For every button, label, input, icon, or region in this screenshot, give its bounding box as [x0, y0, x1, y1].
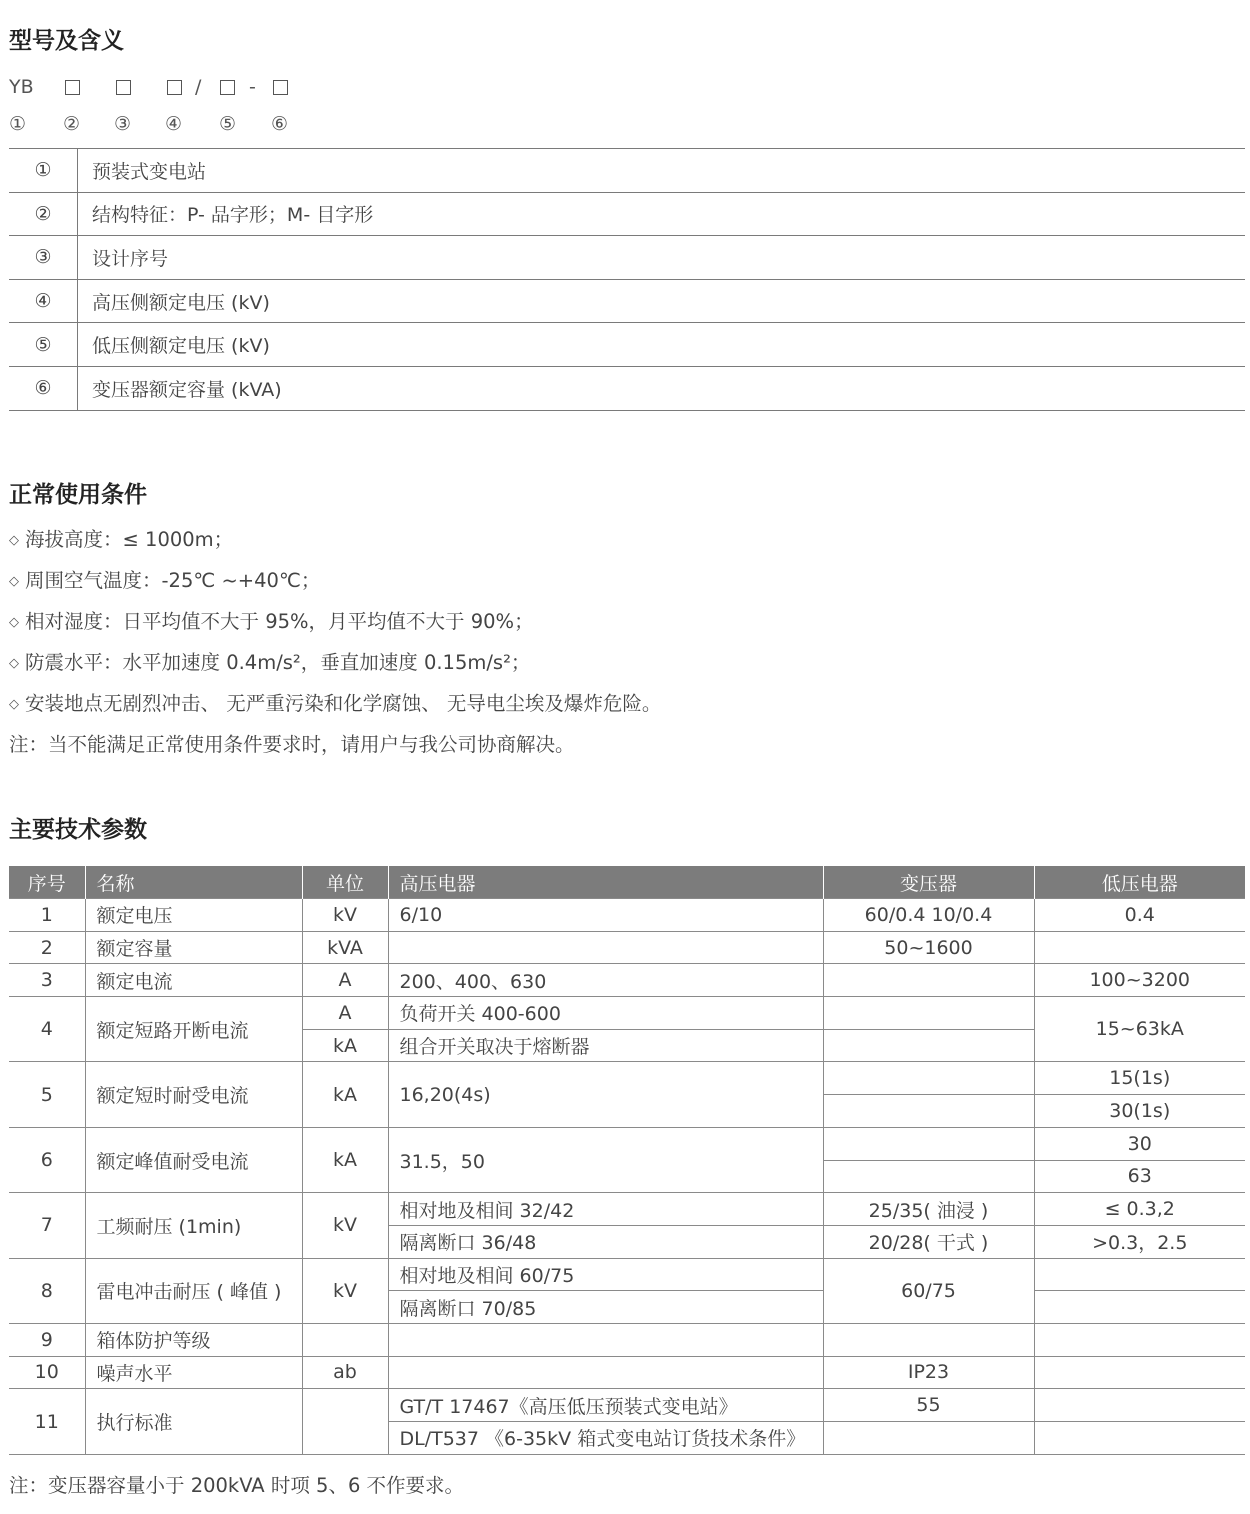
cell-hv: 隔离断口 70/85 — [388, 1291, 823, 1324]
cell-name: 额定短路开断电流 — [85, 997, 302, 1062]
cell-hv — [388, 1323, 823, 1356]
model-prefix: YB — [9, 76, 34, 98]
row-meaning: 设计序号 — [78, 236, 1246, 280]
row-meaning: 变压器额定容量 (kVA) — [78, 366, 1246, 410]
row-number: ④ — [9, 279, 78, 323]
cell-no: 7 — [9, 1193, 85, 1258]
cell-transformer: 25/35( 油浸 ) — [823, 1193, 1034, 1226]
condition-text: 海拔高度：≤ 1000m； — [25, 528, 234, 551]
placeholder-box-5 — [273, 80, 288, 95]
condition-text: 周围空气温度：-25℃ ~+40℃； — [25, 569, 321, 592]
cell-name: 噪声水平 — [85, 1356, 302, 1389]
cell-transformer — [823, 1323, 1034, 1356]
cell-lv — [1034, 931, 1245, 964]
table-row — [9, 1323, 1245, 1356]
header-no: 序号 — [9, 866, 85, 899]
cell-lv — [1034, 1258, 1245, 1291]
row-number: ⑥ — [9, 366, 78, 410]
header-name: 名称 — [85, 866, 302, 899]
condition-text: 防震水平：水平加速度 0.4m/s²，垂直加速度 0.15m/s²； — [25, 651, 531, 674]
cell-no: 5 — [9, 1062, 85, 1127]
cell-no: 4 — [9, 997, 85, 1062]
placeholder-box-3 — [167, 80, 182, 95]
cell-no: 2 — [9, 931, 85, 964]
table-row — [9, 236, 1245, 280]
cell-lv: 30(1s) — [1034, 1095, 1245, 1128]
header-lv: 低压电器 — [1034, 866, 1245, 899]
cell-hv: 相对地及相间 60/75 — [388, 1258, 823, 1291]
cell-lv: 15~63kA — [1034, 997, 1245, 1062]
cell-lv: 30 — [1034, 1127, 1245, 1160]
row-number: ② — [9, 192, 78, 236]
cell-unit: kA — [302, 1029, 388, 1062]
cell-hv: 6/10 — [388, 899, 823, 932]
cell-name: 额定电压 — [85, 899, 302, 932]
cell-lv — [1034, 1389, 1245, 1422]
condition-text: 相对湿度：日平均值不大于 95%，月平均值不大于 90%； — [25, 610, 534, 633]
cell-transformer — [823, 1095, 1034, 1128]
placeholder-box-4 — [220, 80, 235, 95]
table-row — [9, 1062, 1245, 1095]
code-number-3: ③ — [114, 113, 132, 135]
cell-name: 工频耐压 (1min) — [85, 1193, 302, 1258]
cell-transformer: 50~1600 — [823, 931, 1034, 964]
cell-unit: kVA — [302, 931, 388, 964]
cell-transformer — [823, 1127, 1034, 1160]
table-row — [9, 1258, 1245, 1291]
cell-unit: A — [302, 964, 388, 997]
table-row — [9, 931, 1245, 964]
cell-transformer — [823, 1422, 1034, 1455]
cell-unit: kA — [302, 1062, 388, 1127]
cell-name: 额定容量 — [85, 931, 302, 964]
cell-no: 10 — [9, 1356, 85, 1389]
table-row — [9, 1356, 1245, 1389]
conditions-note: 注：当不能满足正常使用条件要求时，请用户与我公司协商解决。 — [9, 733, 575, 756]
params-section-title: 主要技术参数 — [9, 817, 147, 843]
header-unit: 单位 — [302, 866, 388, 899]
cell-unit: ab — [302, 1356, 388, 1389]
cell-no: 8 — [9, 1258, 85, 1323]
cell-hv: GT/T 17467《高压低压预装式变电站》 — [388, 1389, 823, 1422]
condition-text: 安装地点无剧烈冲击、 无严重污染和化学腐蚀、 无导电尘埃及爆炸危险。 — [25, 692, 662, 715]
cell-transformer — [823, 997, 1034, 1030]
placeholder-box-2 — [116, 80, 131, 95]
table-row — [9, 366, 1245, 410]
diamond-bullet-icon: ◇ — [9, 697, 19, 712]
cell-hv: 16,20(4s) — [388, 1062, 823, 1127]
conditions-section-title: 正常使用条件 — [9, 482, 147, 508]
technical-parameters-table — [9, 866, 1245, 1455]
cell-transformer — [823, 1160, 1034, 1193]
table-row — [9, 1193, 1245, 1226]
table-row — [9, 192, 1245, 236]
cell-hv: DL/T537 《6-35kV 箱式变电站订货技术条件》 — [388, 1422, 823, 1455]
cell-no: 1 — [9, 899, 85, 932]
table-row — [9, 149, 1245, 193]
header-transformer: 变压器 — [823, 866, 1034, 899]
cell-unit: kV — [302, 1258, 388, 1323]
model-section-title: 型号及含义 — [9, 28, 124, 54]
cell-lv — [1034, 1356, 1245, 1389]
table-row — [9, 279, 1245, 323]
cell-no: 11 — [9, 1389, 85, 1454]
code-number-1: ① — [9, 113, 27, 135]
table-row — [9, 323, 1245, 367]
placeholder-box-1 — [65, 80, 80, 95]
cell-transformer: IP23 — [823, 1356, 1034, 1389]
cell-lv: 63 — [1034, 1160, 1245, 1193]
cell-unit: A — [302, 997, 388, 1030]
cell-no: 3 — [9, 964, 85, 997]
table-row — [9, 1127, 1245, 1160]
table-row — [9, 964, 1245, 997]
cell-no: 6 — [9, 1127, 85, 1192]
diamond-bullet-icon: ◇ — [9, 656, 19, 671]
cell-unit: kA — [302, 1127, 388, 1192]
code-number-4: ④ — [165, 113, 183, 135]
list-item — [9, 604, 661, 645]
cell-transformer — [823, 1062, 1034, 1095]
code-number-5: ⑤ — [219, 113, 237, 135]
table-footnote: 注：变压器容量小于 200kVA 时项 5、6 不作要求。 — [9, 1474, 465, 1497]
row-meaning: 高压侧额定电压 (kV) — [78, 279, 1246, 323]
row-meaning: 结构特征：P- 品字形；M- 目字形 — [78, 192, 1246, 236]
list-item — [9, 645, 661, 686]
row-number: ③ — [9, 236, 78, 280]
cell-hv: 相对地及相间 32/42 — [388, 1193, 823, 1226]
cell-unit: kV — [302, 899, 388, 932]
slash-separator: / — [195, 76, 202, 98]
cell-transformer: 20/28( 干式 ) — [823, 1225, 1034, 1258]
code-number-6: ⑥ — [271, 113, 289, 135]
cell-hv — [388, 1356, 823, 1389]
cell-name: 额定电流 — [85, 964, 302, 997]
cell-unit — [302, 1323, 388, 1356]
diamond-bullet-icon: ◇ — [9, 574, 19, 589]
cell-transformer: 60/75 — [823, 1258, 1034, 1323]
list-item — [9, 563, 661, 604]
cell-name: 箱体防护等级 — [85, 1323, 302, 1356]
cell-name: 雷电冲击耐压 ( 峰值 ) — [85, 1258, 302, 1323]
list-item — [9, 686, 661, 727]
cell-transformer: 60/0.4 10/0.4 — [823, 899, 1034, 932]
cell-unit: kV — [302, 1193, 388, 1258]
cell-lv: 100~3200 — [1034, 964, 1245, 997]
cell-hv: 组合开关取决于熔断器 — [388, 1029, 823, 1062]
dash-separator: - — [249, 76, 256, 98]
table-row — [9, 997, 1245, 1030]
table-row — [9, 899, 1245, 932]
row-meaning: 预装式变电站 — [78, 149, 1246, 193]
cell-hv: 隔离断口 36/48 — [388, 1225, 823, 1258]
cell-name: 额定短时耐受电流 — [85, 1062, 302, 1127]
cell-lv: ≤ 0.3,2 — [1034, 1193, 1245, 1226]
list-item — [9, 522, 661, 563]
cell-lv — [1034, 1291, 1245, 1324]
conditions-list — [9, 522, 661, 768]
cell-name: 执行标准 — [85, 1389, 302, 1454]
cell-no: 9 — [9, 1323, 85, 1356]
cell-hv: 负荷开关 400-600 — [388, 997, 823, 1030]
table-row — [9, 1389, 1245, 1422]
cell-lv — [1034, 1422, 1245, 1455]
cell-transformer: 55 — [823, 1389, 1034, 1422]
cell-lv: 0.4 — [1034, 899, 1245, 932]
row-number: ⑤ — [9, 323, 78, 367]
diamond-bullet-icon: ◇ — [9, 533, 19, 548]
cell-name: 额定峰值耐受电流 — [85, 1127, 302, 1192]
cell-hv — [388, 931, 823, 964]
cell-lv — [1034, 1323, 1245, 1356]
header-hv: 高压电器 — [388, 866, 823, 899]
table-header-row — [9, 866, 1245, 899]
cell-transformer — [823, 1029, 1034, 1062]
model-meaning-table — [9, 148, 1245, 411]
cell-unit — [302, 1389, 388, 1454]
code-number-2: ② — [63, 113, 81, 135]
cell-hv: 200、400、630 — [388, 964, 823, 997]
row-meaning: 低压侧额定电压 (kV) — [78, 323, 1246, 367]
cell-hv: 31.5，50 — [388, 1127, 823, 1192]
cell-transformer — [823, 964, 1034, 997]
diamond-bullet-icon: ◇ — [9, 615, 19, 630]
cell-lv: 15(1s) — [1034, 1062, 1245, 1095]
row-number: ① — [9, 149, 78, 193]
cell-lv: >0.3，2.5 — [1034, 1225, 1245, 1258]
